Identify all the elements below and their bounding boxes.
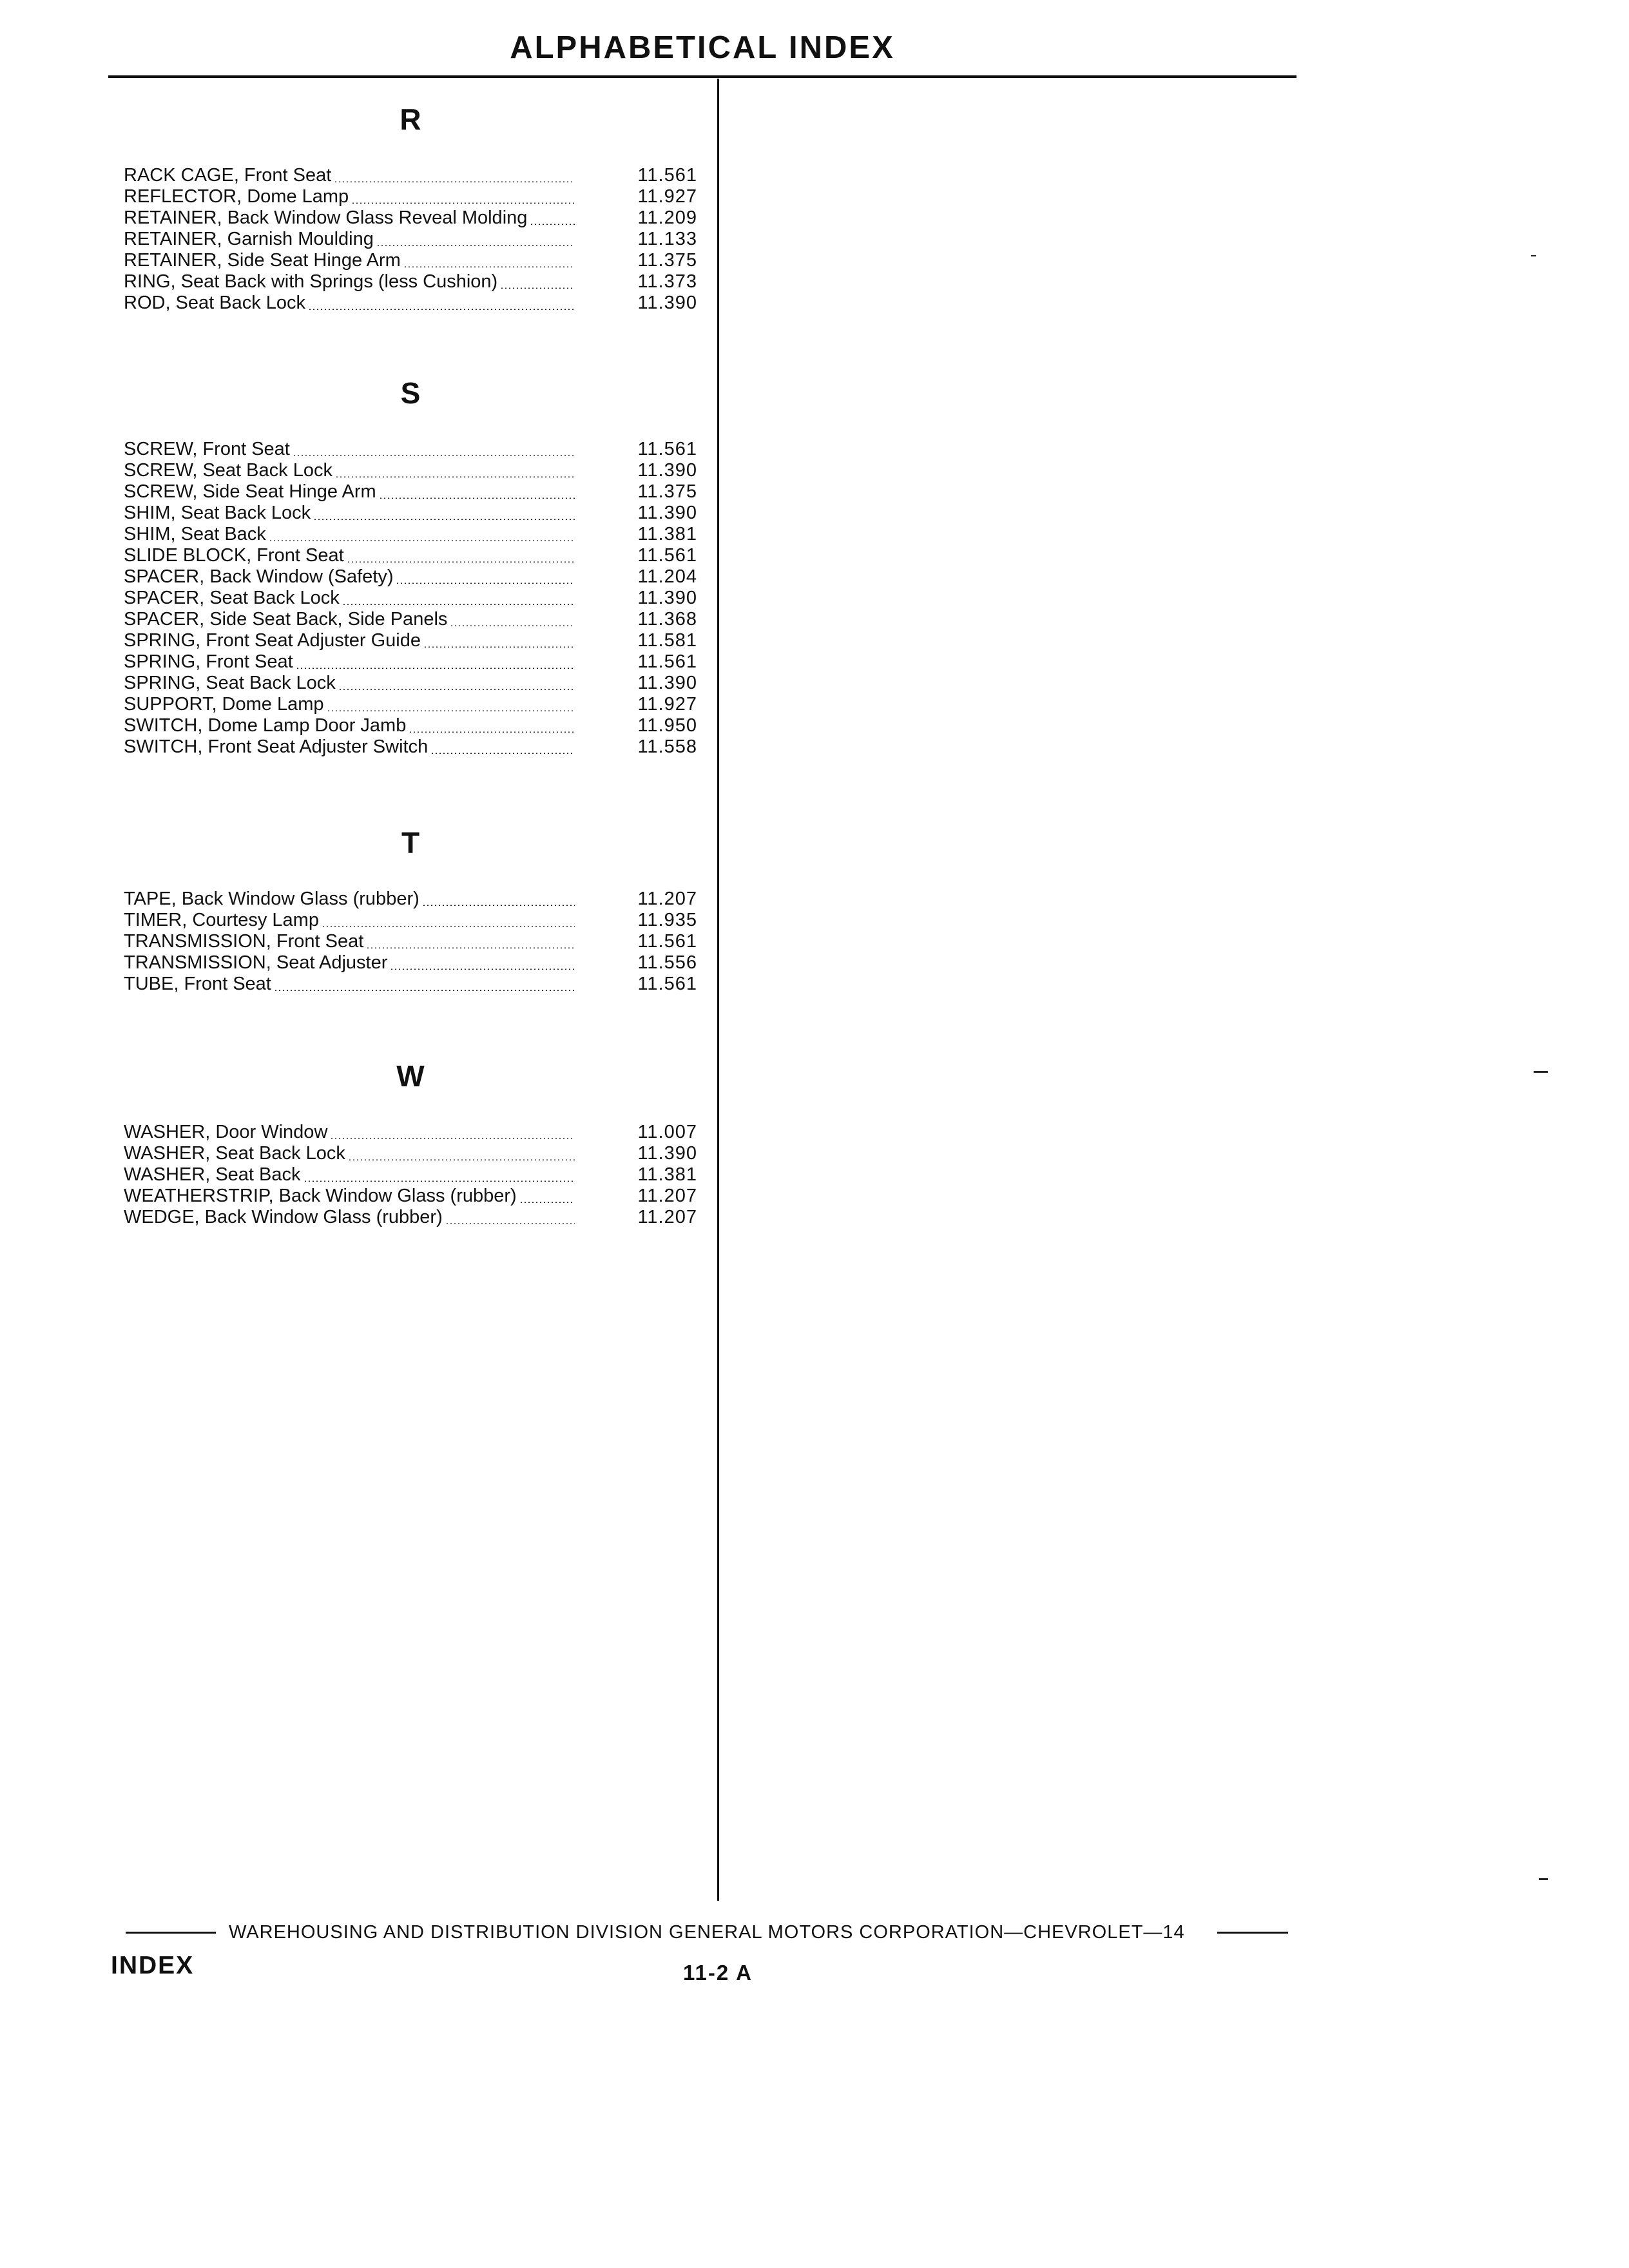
entry-name-cell bbox=[124, 715, 575, 736]
entry-page-ref: 11.381 bbox=[637, 524, 697, 544]
dot-leader bbox=[334, 181, 575, 182]
footer-rule-right bbox=[1217, 1932, 1288, 1934]
entry-page-ref: 11.561 bbox=[637, 545, 697, 566]
entry-name-cell bbox=[124, 630, 575, 651]
index-entry bbox=[124, 293, 705, 314]
index-entry bbox=[124, 588, 705, 609]
dot-leader bbox=[348, 1159, 575, 1160]
index-entry bbox=[124, 1207, 705, 1228]
entry-name-cell bbox=[124, 1122, 575, 1143]
entry-page-ref: 11.207 bbox=[637, 889, 697, 909]
entry-name-cell bbox=[124, 481, 575, 503]
entry-name: TIMER, Courtesy Lamp bbox=[124, 910, 319, 930]
entry-page-ref: 11.950 bbox=[637, 715, 697, 736]
entry-name: RETAINER, Side Seat Hinge Arm bbox=[124, 250, 401, 271]
entry-page-ref: 11.561 bbox=[637, 165, 697, 186]
entry-page-ref: 11.390 bbox=[637, 460, 697, 481]
entry-page-ref: 11.935 bbox=[637, 910, 697, 930]
dot-leader bbox=[430, 753, 575, 754]
entry-name: RACK CAGE, Front Seat bbox=[124, 165, 332, 186]
entry-name-cell bbox=[124, 889, 575, 910]
entry-name: SCREW, Front Seat bbox=[124, 439, 290, 459]
entry-name: SPRING, Seat Back Lock bbox=[124, 673, 336, 693]
dot-leader bbox=[308, 309, 575, 310]
entry-page-ref: 11.927 bbox=[637, 694, 697, 715]
footer-section-label: INDEX bbox=[111, 1952, 195, 1979]
entry-name-cell bbox=[124, 165, 575, 186]
entry-page-ref: 11.390 bbox=[637, 1143, 697, 1164]
index-entry bbox=[124, 910, 705, 931]
entry-name-cell bbox=[124, 524, 575, 545]
dot-leader bbox=[347, 561, 575, 562]
dot-leader bbox=[376, 245, 575, 246]
entry-name: SCREW, Side Seat Hinge Arm bbox=[124, 481, 376, 502]
dot-leader bbox=[403, 266, 575, 267]
entry-page-ref: 11.561 bbox=[637, 439, 697, 459]
entry-page-ref: 11.561 bbox=[637, 651, 697, 672]
entry-name: SPACER, Seat Back Lock bbox=[124, 588, 340, 608]
entry-name-cell bbox=[124, 1164, 575, 1186]
entry-page-ref: 11.007 bbox=[637, 1122, 697, 1142]
edge-mark bbox=[1531, 255, 1536, 256]
entry-name: WEDGE, Back Window Glass (rubber) bbox=[124, 1207, 443, 1227]
entry-name-cell bbox=[124, 736, 575, 758]
entry-page-ref: 11.581 bbox=[637, 630, 697, 651]
index-entry bbox=[124, 503, 705, 524]
entry-name: RING, Seat Back with Springs (less Cushion) bbox=[124, 271, 498, 292]
entry-name-cell bbox=[124, 439, 575, 460]
dot-leader bbox=[313, 519, 575, 520]
dot-leader bbox=[396, 582, 575, 584]
index-entry bbox=[124, 460, 705, 481]
entry-name-cell bbox=[124, 186, 575, 207]
dot-leader bbox=[293, 455, 575, 456]
index-entry bbox=[124, 186, 705, 207]
dot-leader bbox=[274, 990, 575, 991]
entry-page-ref: 11.133 bbox=[637, 229, 697, 249]
index-entry bbox=[124, 630, 705, 651]
entry-name: TRANSMISSION, Seat Adjuster bbox=[124, 952, 388, 973]
section-letter: S bbox=[400, 376, 421, 410]
entry-name: TUBE, Front Seat bbox=[124, 974, 271, 994]
entry-name-cell bbox=[124, 974, 575, 995]
entry-name: REFLECTOR, Dome Lamp bbox=[124, 186, 349, 207]
index-entry bbox=[124, 736, 705, 758]
dot-leader bbox=[330, 1138, 575, 1139]
dot-leader bbox=[445, 1223, 575, 1224]
index-entry bbox=[124, 1186, 705, 1207]
dot-leader bbox=[450, 625, 575, 626]
index-entry bbox=[124, 694, 705, 715]
index-section-w bbox=[124, 1053, 705, 1228]
index-entry bbox=[124, 1143, 705, 1164]
entry-name-cell bbox=[124, 460, 575, 481]
dot-leader bbox=[423, 646, 575, 648]
entry-page-ref: 11.368 bbox=[637, 609, 697, 629]
index-entry bbox=[124, 651, 705, 673]
index-entry bbox=[124, 931, 705, 952]
entry-list bbox=[124, 165, 705, 314]
index-entry bbox=[124, 974, 705, 995]
index-entry bbox=[124, 566, 705, 588]
entry-page-ref: 11.927 bbox=[637, 186, 697, 207]
entry-name: SPACER, Back Window (Safety) bbox=[124, 566, 394, 587]
section-letter: T bbox=[401, 826, 420, 860]
entry-page-ref: 11.207 bbox=[637, 1207, 697, 1227]
entry-name: SLIDE BLOCK, Front Seat bbox=[124, 545, 344, 566]
entry-name: TRANSMISSION, Front Seat bbox=[124, 931, 364, 952]
entry-name: WASHER, Seat Back Lock bbox=[124, 1143, 345, 1164]
dot-leader bbox=[335, 476, 575, 477]
index-entry bbox=[124, 439, 705, 460]
section-letter: W bbox=[396, 1059, 425, 1093]
entry-list bbox=[124, 1122, 705, 1228]
index-entry bbox=[124, 165, 705, 186]
index-entry bbox=[124, 673, 705, 694]
entry-name: SWITCH, Dome Lamp Door Jamb bbox=[124, 715, 407, 736]
column-divider bbox=[717, 79, 719, 1901]
entry-list bbox=[124, 439, 705, 758]
index-section-s bbox=[124, 370, 705, 758]
dot-leader bbox=[322, 926, 575, 927]
title-rule bbox=[108, 75, 1296, 78]
index-entry bbox=[124, 1122, 705, 1143]
dot-leader bbox=[379, 497, 575, 499]
entry-name: TAPE, Back Window Glass (rubber) bbox=[124, 889, 419, 909]
index-entry bbox=[124, 952, 705, 974]
entry-page-ref: 11.561 bbox=[637, 931, 697, 952]
footer-publisher: WAREHOUSING AND DISTRIBUTION DIVISION GENERAL MOTORS CORPORATION—CHEVROLET—14 bbox=[229, 1922, 1185, 1943]
entry-name-cell bbox=[124, 1186, 575, 1207]
entry-name-cell bbox=[124, 931, 575, 952]
entry-page-ref: 11.209 bbox=[637, 207, 697, 228]
entry-name-cell bbox=[124, 250, 575, 271]
entry-page-ref: 11.561 bbox=[637, 974, 697, 994]
entry-name: SPRING, Front Seat Adjuster Guide bbox=[124, 630, 421, 651]
index-section-r bbox=[124, 97, 705, 314]
entry-name: SPRING, Front Seat bbox=[124, 651, 293, 672]
entry-name: RETAINER, Back Window Glass Reveal Molding bbox=[124, 207, 528, 228]
index-entry bbox=[124, 207, 705, 229]
index-entry bbox=[124, 889, 705, 910]
edge-mark bbox=[1539, 1878, 1548, 1880]
entry-name: WASHER, Seat Back bbox=[124, 1164, 301, 1185]
index-entry bbox=[124, 715, 705, 736]
entry-page-ref: 11.381 bbox=[637, 1164, 697, 1185]
dot-leader bbox=[327, 710, 575, 711]
footer-page-number: 11-2 A bbox=[683, 1961, 753, 1984]
entry-name: WEATHERSTRIP, Back Window Glass (rubber) bbox=[124, 1186, 517, 1206]
dot-leader bbox=[530, 224, 575, 225]
dot-leader bbox=[519, 1202, 575, 1203]
entry-name: SHIM, Seat Back bbox=[124, 524, 266, 544]
entry-name-cell bbox=[124, 1207, 575, 1228]
dot-leader bbox=[422, 905, 575, 906]
entry-name: SWITCH, Front Seat Adjuster Switch bbox=[124, 736, 429, 757]
entry-name: SHIM, Seat Back Lock bbox=[124, 503, 311, 523]
dot-leader bbox=[342, 604, 575, 605]
dot-leader bbox=[409, 731, 575, 733]
entry-page-ref: 11.390 bbox=[637, 293, 697, 313]
footer-rule-left bbox=[126, 1932, 216, 1934]
index-entry bbox=[124, 1164, 705, 1186]
entry-name: WASHER, Door Window bbox=[124, 1122, 328, 1142]
entry-page-ref: 11.390 bbox=[637, 673, 697, 693]
page-title: ALPHABETICAL INDEX bbox=[510, 30, 895, 65]
index-entry bbox=[124, 250, 705, 271]
entry-page-ref: 11.375 bbox=[637, 481, 697, 502]
entry-page-ref: 11.558 bbox=[637, 736, 697, 757]
entry-name-cell bbox=[124, 1143, 575, 1164]
entry-page-ref: 11.373 bbox=[637, 271, 697, 292]
dot-leader bbox=[304, 1180, 575, 1182]
dot-leader bbox=[351, 202, 575, 204]
entry-page-ref: 11.207 bbox=[637, 1186, 697, 1206]
entry-name-cell bbox=[124, 910, 575, 931]
entry-name-cell bbox=[124, 207, 575, 229]
entry-name-cell bbox=[124, 952, 575, 974]
index-entry bbox=[124, 524, 705, 545]
entry-name-cell bbox=[124, 651, 575, 673]
entry-name: SPACER, Side Seat Back, Side Panels bbox=[124, 609, 448, 629]
footer-publisher-line bbox=[126, 1922, 1311, 1943]
entry-page-ref: 11.375 bbox=[637, 250, 697, 271]
index-entry bbox=[124, 609, 705, 630]
entry-page-ref: 11.204 bbox=[637, 566, 697, 587]
section-letter: R bbox=[400, 102, 421, 136]
entry-name: ROD, Seat Back Lock bbox=[124, 293, 306, 313]
entry-name-cell bbox=[124, 609, 575, 630]
entry-name: SCREW, Seat Back Lock bbox=[124, 460, 333, 481]
entry-name-cell bbox=[124, 673, 575, 694]
entry-name-cell bbox=[124, 588, 575, 609]
entry-name-cell bbox=[124, 503, 575, 524]
edge-mark bbox=[1534, 1071, 1548, 1073]
index-entry bbox=[124, 229, 705, 250]
entry-name-cell bbox=[124, 566, 575, 588]
dot-leader bbox=[500, 287, 575, 289]
dot-leader bbox=[269, 540, 575, 541]
entry-name-cell bbox=[124, 229, 575, 250]
index-entry bbox=[124, 545, 705, 566]
entry-name-cell bbox=[124, 293, 575, 314]
index-entry bbox=[124, 481, 705, 503]
entry-name: RETAINER, Garnish Moulding bbox=[124, 229, 374, 249]
entry-name-cell bbox=[124, 545, 575, 566]
dot-leader bbox=[366, 947, 575, 948]
entry-list bbox=[124, 889, 705, 995]
entry-name: SUPPORT, Dome Lamp bbox=[124, 694, 324, 715]
index-entry bbox=[124, 271, 705, 293]
dot-leader bbox=[390, 968, 575, 970]
entry-name-cell bbox=[124, 694, 575, 715]
entry-page-ref: 11.390 bbox=[637, 503, 697, 523]
dot-leader bbox=[338, 689, 575, 690]
entry-name-cell bbox=[124, 271, 575, 293]
entry-page-ref: 11.556 bbox=[637, 952, 697, 973]
entry-page-ref: 11.390 bbox=[637, 588, 697, 608]
dot-leader bbox=[296, 668, 575, 669]
index-section-t bbox=[124, 820, 705, 995]
